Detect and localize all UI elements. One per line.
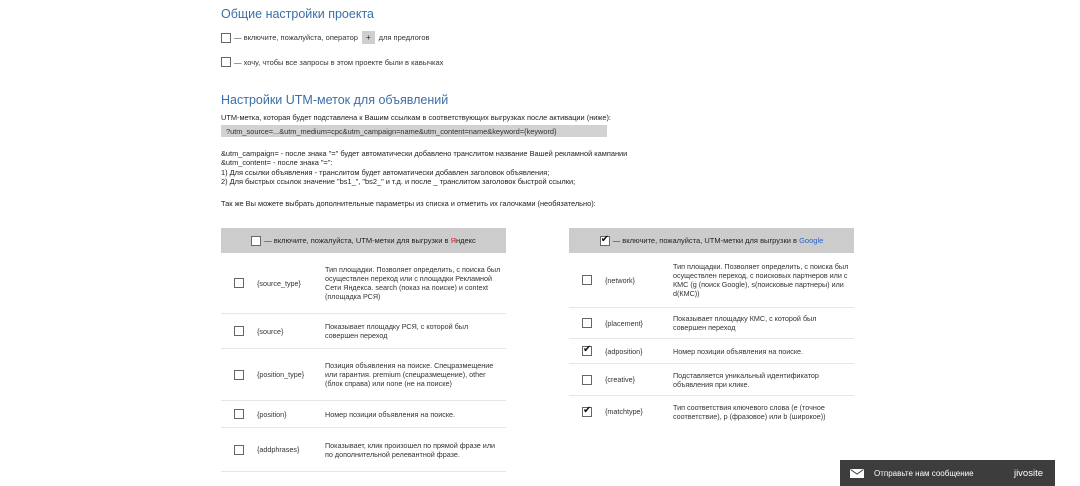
yandex-utm-table bbox=[221, 228, 506, 472]
param-name: {addphrases} bbox=[257, 445, 300, 454]
param-description: Тип площадки. Позволяет определить, с поиска был осуществлен переход или с площадки Рекламной Сети Яндекса. search (показ на поиске) и context (площадка РСЯ) bbox=[325, 265, 501, 301]
param-checkbox-source[interactable] bbox=[234, 326, 244, 336]
quotes-label: — хочу, чтобы все запросы в этом проекте были в кавычках bbox=[234, 57, 444, 67]
table-row bbox=[569, 396, 854, 427]
chat-widget-label: Отправьте нам сообщение bbox=[874, 468, 974, 478]
table-row bbox=[569, 339, 854, 364]
quotes-checkbox[interactable] bbox=[221, 57, 231, 67]
extra-params-note: Так же Вы можете выбрать дополнительные параметры из списка и отметить их галочками (необязательно): bbox=[221, 199, 596, 208]
param-name: {matchtype} bbox=[605, 407, 643, 416]
utm-explanation bbox=[221, 149, 627, 187]
yandex-header-label: — включите, пожалуйста, UTM-метки для выгрузки в bbox=[264, 236, 449, 245]
param-name: {creative} bbox=[605, 375, 635, 384]
param-description: Тип соответствия ключевого слова (e (точное соответствие), p (фразовое) или b (широкое)) bbox=[673, 402, 826, 421]
param-checkbox-adposition[interactable] bbox=[582, 346, 592, 356]
param-description: Тип площадки. Позволяет определить, с поиска был осуществлен переход, с поисковых партнеров или с КМС (g (поиск Google), s(поисковые партнеры) или d(КМС)) bbox=[673, 262, 849, 298]
table-row bbox=[221, 401, 506, 428]
param-description: Номер позиции объявления на поиске. bbox=[325, 409, 456, 419]
preposition-operator-label-suffix: для предлогов bbox=[378, 33, 430, 42]
utm-code-preview: ?utm_source=...&utm_medium=cpc&utm_campaign=name&utm_content=name&keyword={keyword} bbox=[221, 125, 607, 137]
param-description: Позиция объявления на поиске. Спецразмещение или гарантия. premium (спецразмещение), other (блок справа) или none (не на поиске) bbox=[325, 361, 494, 388]
google-table-header bbox=[569, 228, 854, 253]
general-settings-title: Общие настройки проекта bbox=[221, 7, 374, 21]
param-description: Показывает площадку КМС, с которой был совершен переход bbox=[673, 314, 817, 332]
jivosite-logo: jivosite bbox=[1013, 467, 1043, 479]
google-utm-enable-checkbox[interactable] bbox=[600, 236, 610, 246]
table-row bbox=[569, 253, 854, 308]
yandex-logo-first-letter: Я bbox=[450, 236, 456, 245]
param-checkbox-matchtype[interactable] bbox=[582, 407, 592, 417]
param-description: Подставляется уникальный идентификатор объявления при клике. bbox=[673, 370, 819, 389]
param-checkbox-creative[interactable] bbox=[582, 375, 592, 385]
param-description: Номер позиции объявления на поиске. bbox=[673, 346, 804, 356]
param-checkbox-position[interactable] bbox=[234, 409, 244, 419]
plus-operator-badge: + bbox=[362, 31, 375, 44]
param-description: Показывает, клик произошел по прямой фразе или по дополнительной релевантной фразе. bbox=[325, 440, 496, 459]
param-checkbox-placement[interactable] bbox=[582, 318, 592, 328]
table-row bbox=[569, 308, 854, 339]
preposition-operator-label: — включите, пожалуйста, оператор bbox=[234, 33, 358, 42]
table-row bbox=[569, 364, 854, 396]
quotes-option bbox=[221, 57, 443, 67]
preposition-operator-checkbox[interactable] bbox=[221, 33, 231, 43]
param-checkbox-position-type[interactable] bbox=[234, 370, 244, 380]
google-utm-table bbox=[569, 228, 854, 427]
google-logo: Google bbox=[799, 236, 824, 245]
utm-settings-title: Настройки UTM-меток для объявлений bbox=[221, 93, 449, 107]
param-checkbox-source-type[interactable] bbox=[234, 278, 244, 288]
explain-line: 1) Для ссылки объявления - транслитом будет автоматически добавлен заголовок объявления; bbox=[221, 167, 550, 177]
param-description: Показывает площадку РСЯ, с которой был совершен переход bbox=[325, 322, 469, 340]
table-row bbox=[221, 349, 506, 401]
table-row bbox=[221, 253, 506, 314]
param-checkbox-addphrases[interactable] bbox=[234, 445, 244, 455]
param-checkbox-network[interactable] bbox=[582, 275, 592, 285]
explain-line: &utm_content= - после знака "=": bbox=[221, 158, 333, 168]
utm-intro-text: UTM-метка, которая будет подставлена к Вашим ссылкам в соответствующих выгрузках после активации (ниже): bbox=[221, 113, 611, 122]
preposition-operator-option bbox=[221, 31, 429, 44]
param-name: {position_type} bbox=[257, 370, 305, 379]
param-name: {placement} bbox=[605, 318, 643, 328]
explain-line: &utm_campaign= - после знака "=" будет автоматически добавлено транслитом название Вашей рекламной кампании bbox=[221, 149, 628, 158]
param-name: {position} bbox=[257, 409, 287, 419]
yandex-table-header bbox=[221, 228, 506, 253]
param-name: {network} bbox=[605, 275, 635, 285]
table-row bbox=[221, 314, 506, 349]
table-row bbox=[221, 428, 506, 472]
envelope-icon bbox=[850, 469, 864, 478]
param-name: {adposition} bbox=[605, 346, 643, 356]
yandex-utm-enable-checkbox[interactable] bbox=[251, 236, 261, 246]
param-name: {source_type} bbox=[257, 278, 301, 288]
param-name: {source} bbox=[257, 326, 284, 336]
explain-line: 2) Для быстрых ссылок значение "bs1_", "bs2_" и т.д. и после _ транслитом заголовок быстрой ссылки; bbox=[221, 177, 576, 187]
yandex-logo-rest: ндекс bbox=[455, 236, 476, 245]
google-header-label: — включите, пожалуйста, UTM-метки для выгрузки в bbox=[612, 236, 797, 245]
chat-widget-bar[interactable] bbox=[840, 460, 1055, 486]
